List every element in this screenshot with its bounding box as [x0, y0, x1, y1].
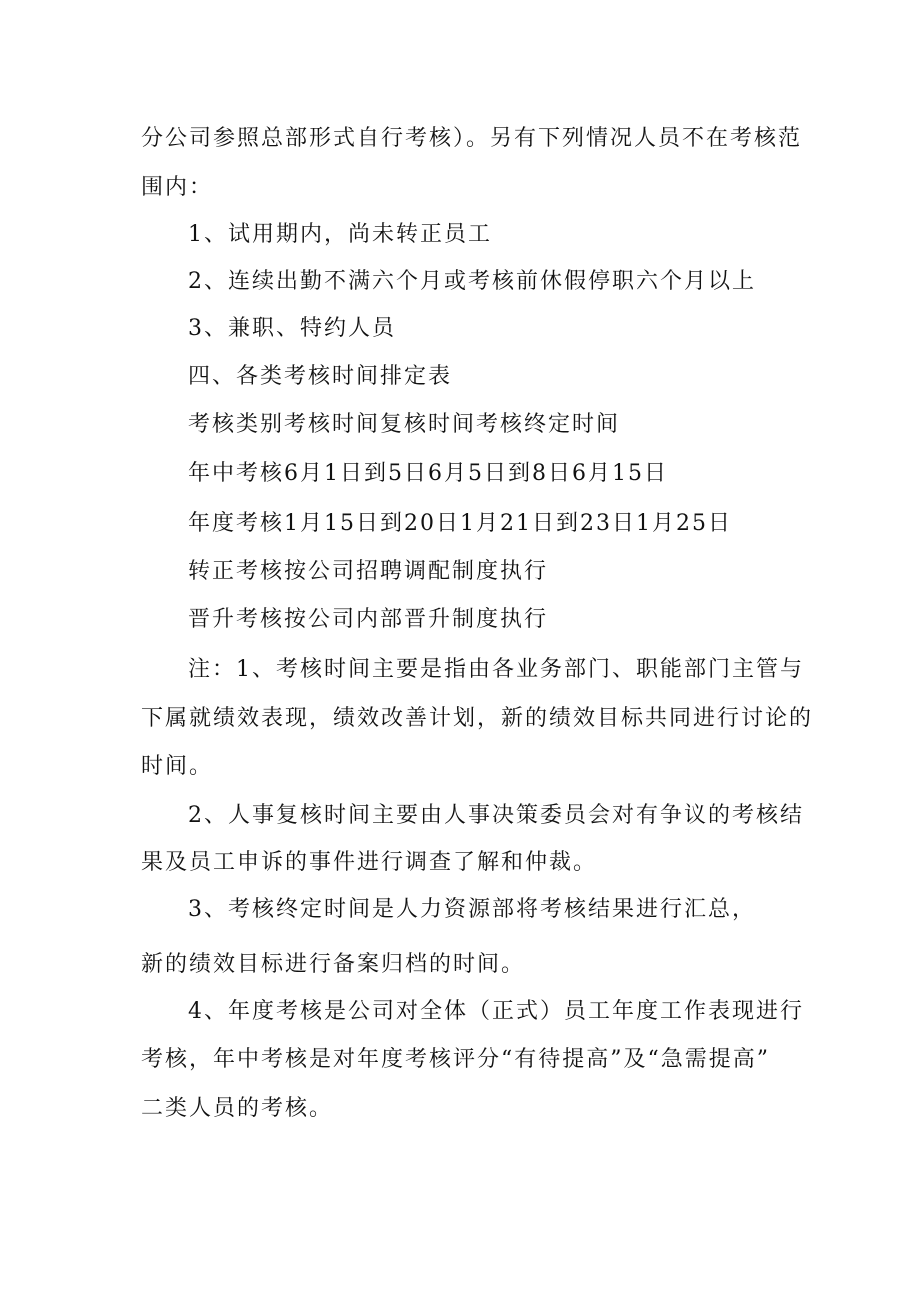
note-line: 新的绩效目标进行备案归档的时间。: [141, 952, 526, 977]
note-line: 2、人事复核时间主要由人事决策委员会对有争议的考核结: [188, 803, 804, 828]
paragraph-line: 分公司参照总部形式自行考核）。另有下列情况人员不在考核范: [141, 126, 803, 151]
paragraph-line: 围内：: [141, 175, 214, 200]
note-line: 下属就绩效表现，绩效改善计划，新的绩效目标共同进行讨论的: [141, 706, 814, 731]
list-item: 1、试用期内，尚未转正员工: [188, 222, 492, 247]
schedule-header-row: 考核类别考核时间复核时间考核终定时间: [188, 412, 621, 437]
note-line: 4、年度考核是公司对全体（正式）员工年度工作表现进行: [188, 999, 804, 1024]
note-line: 注：1、考核时间主要是指由各业务部门、职能部门主管与: [188, 657, 804, 682]
schedule-row-annual: 年度考核1月15日到20日1月21日到23日1月25日: [188, 511, 732, 536]
schedule-row-regularization: 转正考核按公司招聘调配制度执行: [188, 559, 549, 584]
list-item: 3、兼职、特约人员: [188, 316, 396, 341]
schedule-row-promotion: 晋升考核按公司内部晋升制度执行: [188, 607, 549, 632]
note-line: 二类人员的考核。: [141, 1096, 334, 1121]
note-line: 考核，年中考核是对年度考核评分“有待提高”及“急需提高”: [141, 1047, 770, 1072]
section-heading: 四、各类考核时间排定表: [188, 364, 453, 389]
schedule-row-midyear: 年中考核6月1日到5日6月5日到8日6月15日: [188, 461, 668, 486]
list-item: 2、连续出勤不满六个月或考核前休假停职六个月以上: [188, 269, 756, 294]
note-line: 3、考核终定时间是人力资源部将考核结果进行汇总，: [188, 897, 756, 922]
note-line: 果及员工申诉的事件进行调查了解和仲裁。: [141, 850, 598, 875]
note-line: 时间。: [141, 754, 214, 779]
